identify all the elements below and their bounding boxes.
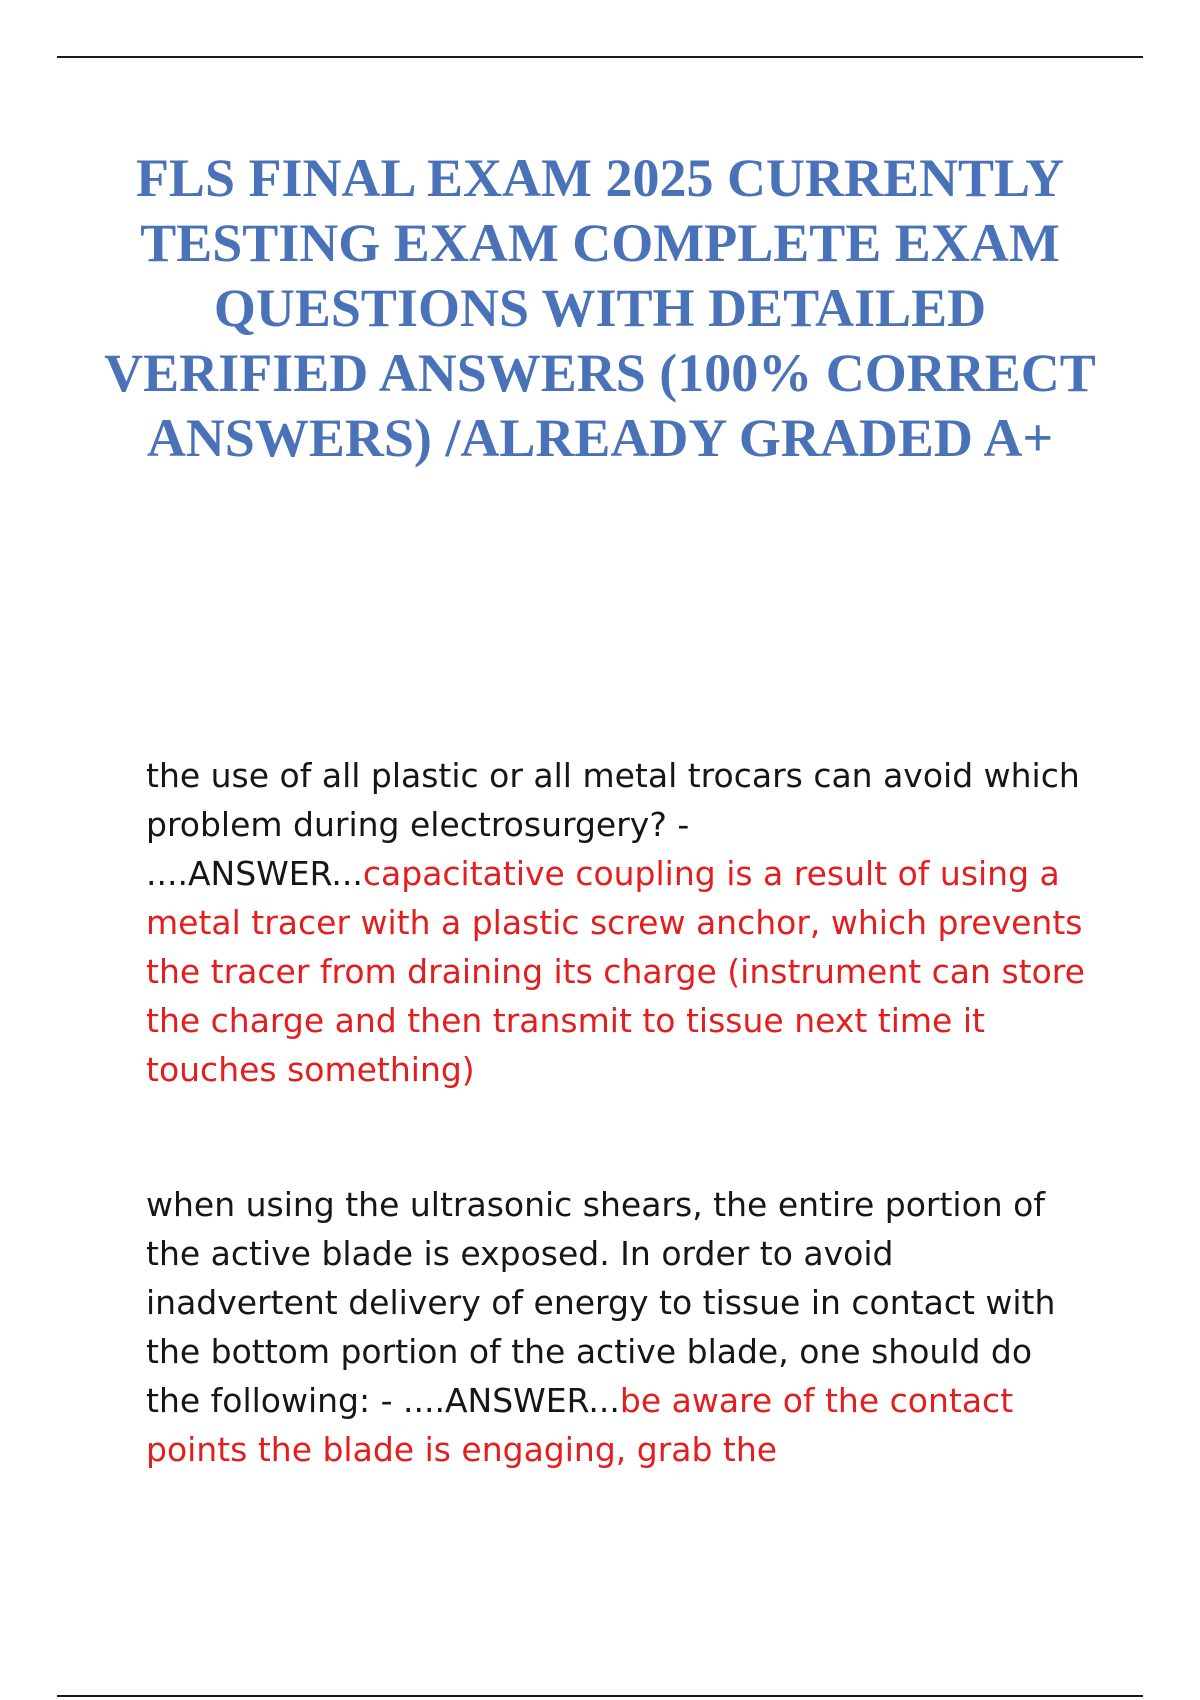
document-title: FLS FINAL EXAM 2025 CURRENTLY TESTING EXAM COMPLETE EXAM QUESTIONS WITH DETAILED VERIFIED ANSWERS (100% CORRECT ANSWERS) /ALREADY GRADED A+ [104, 148, 1096, 468]
answer-text: capacitative coupling is a result of using a metal tracer with a plastic screw anchor, which prevents the tracer from draining its charge (instrument can store the charge and then transmit to tissue next time it touches something) [146, 854, 1085, 1089]
answer-text: be aware of the contact points the blade is engaging, grab the [146, 1381, 1014, 1469]
qa-item-1 [146, 751, 1086, 1094]
bottom-rule [57, 1695, 1143, 1697]
qa-item-2 [146, 1180, 1086, 1474]
question-text: the use of all plastic or all metal trocars can avoid which problem during electrosurgery? - [146, 756, 1080, 844]
top-rule [57, 56, 1143, 58]
answer-marker: ....ANSWER... [403, 1381, 620, 1420]
answer-marker: ....ANSWER... [146, 854, 363, 893]
question-text: when using the ultrasonic shears, the entire portion of the active blade is exposed. In order to avoid inadvertent delivery of energy to tissue in contact with the bottom portion of the active blade, one should do the following: - [146, 1185, 1056, 1420]
